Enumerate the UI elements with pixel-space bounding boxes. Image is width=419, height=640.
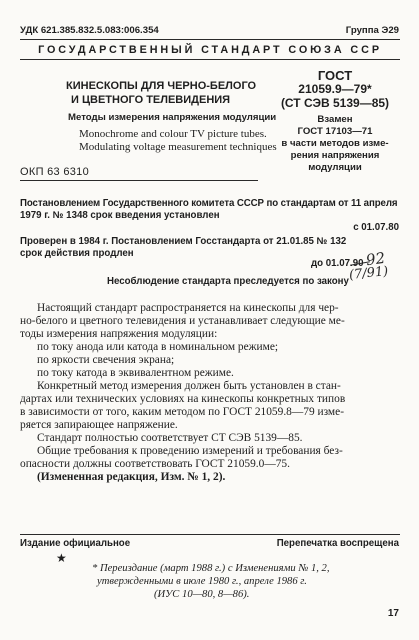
st-sev-number: (СТ СЭВ 5139—85) (280, 96, 390, 110)
extended-until: до 01.07.90 (311, 258, 364, 269)
gost-label: ГОСТ (317, 68, 353, 83)
decree-line-1: Постановлением Государственного комитета СССР по стандартам от 11 апреля (20, 198, 398, 209)
udk-code: УДК 621.385.832.5.083:006.354 (20, 25, 159, 36)
title-line-2: И ЦВЕТНОГО ТЕЛЕВИДЕНИЯ (71, 94, 231, 106)
method-choice-line-3: в зависимости от того, каким методом по ГОСТ 21059.8—79 изме- (20, 406, 344, 418)
reprint-prohibited: Перепечатка воспрещена (276, 538, 399, 549)
law-warning: Несоблюдение стандарта преследуется по закону (107, 276, 349, 287)
group-code: Группа Э29 (345, 25, 399, 36)
method-item-1: по току анода или катода в номинальном режиме; (37, 341, 279, 353)
star-icon: ★ (56, 551, 67, 565)
method-choice-line-4: ряется запирающее напряжение. (20, 419, 178, 431)
intro-line-3: тоды измерения напряжения модуляции: (20, 328, 218, 340)
gost-number: 21059.9—79* (298, 82, 372, 96)
replace-gost: ГОСТ 17103—71 (297, 126, 373, 137)
method-choice-line-2: дартах или технических условиях на кинескопы конкретных типов (20, 393, 346, 405)
title-english-2: Modulating voltage measurement techniques (79, 141, 277, 153)
check-line-2: срок действия продлен (20, 248, 134, 259)
intro-line-2: но-белого и цветного телевидения и устанавливает следующие ме- (20, 315, 345, 327)
reprint-note-2: утвержденными в июле 1980 г., апреле 1986 г. (97, 576, 307, 587)
title-rule (20, 59, 400, 60)
conformity-statement: Стандарт полностью соответствует СТ СЭВ 5139—85. (37, 432, 303, 444)
method-item-3: по току катода в эквивалентном режиме. (37, 367, 234, 379)
title-english-1: Monochrome and colour TV picture tubes. (79, 128, 267, 140)
general-requirements-line-2: опасности должны соответствовать ГОСТ 21059.0—75. (20, 458, 290, 470)
check-line-1: Проверен в 1984 г. Постановлением Госстандарта от 21.01.85 № 132 (20, 236, 347, 247)
replace-label: Взамен (317, 114, 353, 125)
effective-date: с 01.07.80 (353, 222, 399, 233)
reprint-note-1: * Переиздание (март 1988 г.) с Изменениями № 1, 2, (92, 563, 330, 574)
replace-note-2: рения напряжения (290, 150, 380, 161)
replace-note-3: модуляции (308, 162, 362, 173)
page-number: 17 (387, 608, 399, 619)
title-line-1: КИНЕСКОПЫ ДЛЯ ЧЕРНО-БЕЛОГО (66, 80, 257, 92)
okp-code: ОКП 63 6310 (20, 166, 89, 178)
replace-note-1: в части методов изме- (281, 138, 389, 149)
official-edition: Издание официальное (20, 538, 131, 549)
intro-line-1: Настоящий стандарт распространяется на кинескопы для чер- (37, 302, 339, 314)
revision-note: (Измененная редакция, Изм. № 1, 2). (37, 471, 226, 483)
general-requirements-line-1: Общие требования к проведению измерений и требования без- (37, 445, 343, 457)
method-choice-line-1: Конкретный метод измерения должен быть установлен в стан- (37, 380, 341, 392)
handwritten-note: (7/91) (348, 263, 390, 284)
handwritten-year: 92 (364, 248, 387, 270)
okp-rule (20, 180, 258, 181)
decree-line-2: 1979 г. № 1348 срок введения установлен (20, 210, 220, 221)
state-standard-title: ГОСУДАРСТВЕННЫЙ СТАНДАРТ СОЮЗА ССР (38, 44, 382, 56)
header-rule (20, 39, 400, 40)
method-item-2: по яркости свечения экрана; (37, 354, 175, 366)
title-subtitle: Методы измерения напряжения модуляции (68, 112, 277, 123)
footer-rule (20, 534, 400, 535)
reprint-note-3: (ИУС 10—80, 8—86). (154, 589, 250, 600)
